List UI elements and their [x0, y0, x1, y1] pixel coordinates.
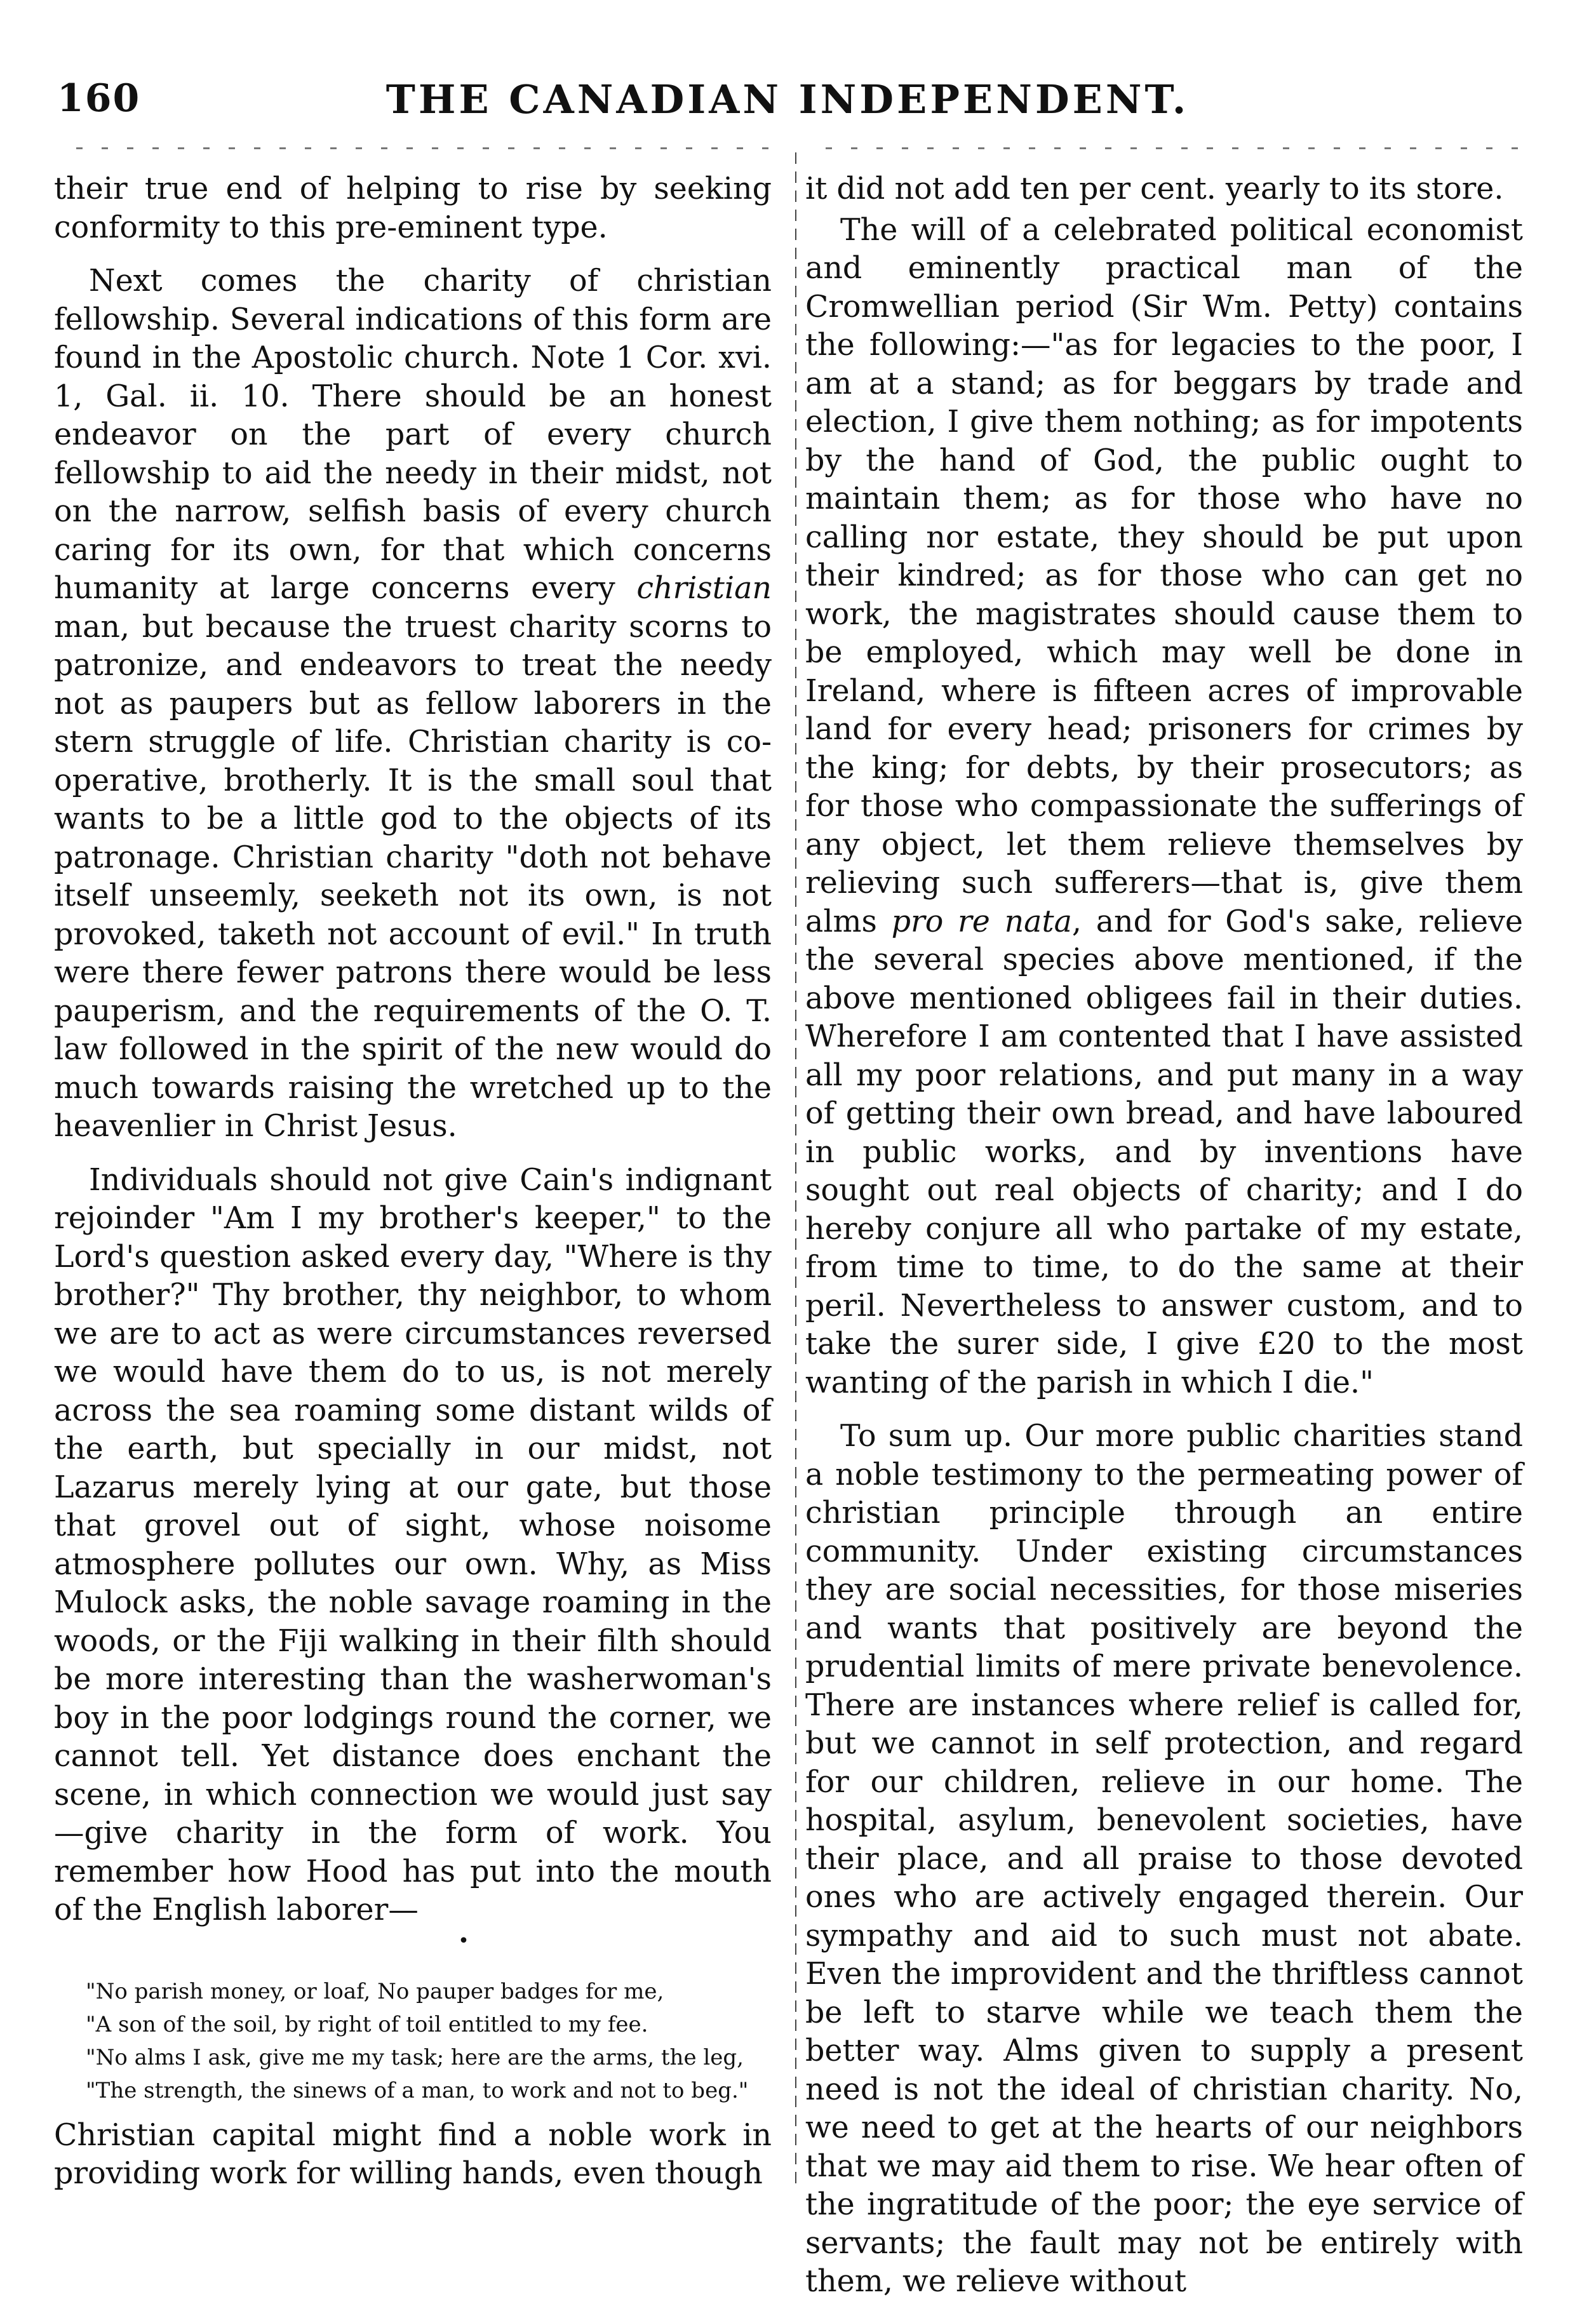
right-paragraph-2-text-b: , and for God's sake, relieve the several species above mentioned, if the above mentioned obligees fail in their duties. Wherefore I am contented that I have assisted all my poor relations, and put many in a way of getting their own bread, and have laboured in public works, and by inventions have sought out real objects of charity; and I do hereby conjure all who partake of my estate, from time to time, to do the same at their peril. Nevertheless to answer custom, and to take the surer side, I give £20 to the most wanting of the parish in which I die." [805, 904, 1524, 1400]
running-title: THE CANADIAN INDEPENDENT. [386, 76, 1190, 123]
right-paragraph-3: To sum up. Our more public charities stand a noble testimony to the permeating power of christian principle through an entire community. Under existing circumstances they are social necessities, for those miseries and wants that positively are beyond the prudential limits of mere private benevolence. There are instances where relief is called for, but we cannot in self protection, and regard for our children, relieve in our home. The hospital, asylum, benevolent societies, have their place, and all praise to those devoted ones who are actively engaged therein. Our sympathy and aid to such must not abate. Even the improvident and the thriftless cannot be left to starve while we teach them the better way. Alms given to supply a present need is not the ideal of christian charity. No, we need to get at the hearts of our neighbors that we may aid them to rise. We hear often of the ingratitude of the poor; the eye service of servants; the fault may not be entirely with them, we relieve without [805, 1419, 1523, 2299]
header-rule-left [76, 147, 775, 149]
left-paragraph-2-text-a: Next comes the charity of christian fellowship. Several indications of this form are found in the Apostolic church. Note 1 Cor. xvi. 1, Gal. ii. 10. There should be an honest endeavor on the part of every church fellowship to aid the needy in their midst, not on the narrow, selfish basis of every church caring for its own, for that which concerns humanity at large concerns every [54, 264, 772, 606]
poem-line: "No parish money, or loaf, No pauper badges for me, [86, 1978, 664, 2004]
right-paragraph-2 [805, 211, 1523, 1403]
left-paragraph-3: Individuals should not give Cain's indignant rejoinder "Am I my brother's keeper," to the Lord's question asked every day, "Where is thy brother?" Thy brother, thy neighbor, to whom we are to act as were circumstances reversed we would have them do to us, is not merely across the sea roaming some distant wilds of the earth, but specially in our midst, not Lazarus merely lying at our gate, but those that grovel out of sight, whose noisome atmosphere pollutes our own. Why, as Miss Mulock asks, the noble savage roaming in the woods, or the Fiji walking in their filth should be more interesting than the washerwoman's boy in the poor lodgings round the corner, we cannot tell. Yet distance does enchant the scene, in which connection we would just say—give charity in the form of work. You remember how Hood has put into the mouth of the English laborer— [54, 1162, 772, 1927]
page-number: 160 [57, 76, 141, 121]
poem-line: "No alms I ask, give me my task; here are the arms, the leg, [86, 2044, 744, 2070]
header-rule-right [826, 147, 1524, 149]
right-paragraph-2-emphasis: pro re nata [891, 904, 1072, 939]
left-paragraph-1: their true end of helping to rise by seeking conformity to this pre-eminent type. [54, 171, 772, 245]
left-paragraph-2-text-b: man, but because the truest charity scorns to patronize, and endeavors to treat the needy not as paupers but as fellow laborers in the stern struggle of life. Christian charity is co-operative, brotherly. It is the small soul that wants to be a little god to the objects of its patronage. Christian charity "doth not behave itself unseemly, seeketh not its own, is not provoked, taketh not account of evil." In truth were there fewer patrons there would be less pauperism, and the requirements of the O. T. law followed in the spirit of the new would do much towards raising the wretched up to the heavenlier in Christ Jesus. [54, 609, 772, 1144]
left-paragraph-4: Christian capital might find a noble work in providing work for willing hands, even though [54, 2117, 772, 2191]
poem-quotation [54, 1978, 772, 2104]
left-column [54, 170, 772, 2196]
poem-line: "A son of the soil, by right of toil entitled to my fee. [86, 2011, 648, 2037]
right-paragraph-1: it did not add ten per cent. yearly to its store. [805, 171, 1504, 206]
right-paragraph-2-text-a: The will of a celebrated political economist and eminently practical man of the Cromwellian period (Sir Wm. Petty) contains the following:—"as for legacies to the poor, I am at a stand; as for beggars by trade and election, I give them nothing; as for impotents by the hand of God, the public ought to maintain them; as for those who have no calling nor estate, they should be put upon their kindred; as for those who can get no work, the magistrates should cause them to be employed, which may well be done in Ireland, where is fifteen acres of improvable land for every head; prisoners for crimes by the king; for debts, by their prosecutors; as for those who compassionate the sufferings of any object, let them relieve themselves by relieving such sufferers—that is, give them alms [805, 212, 1523, 939]
poem-line: "The strength, the sinews of a man, to work and not to beg." [86, 2077, 749, 2103]
column-divider [795, 152, 796, 2185]
poem-bullet-mark: • [458, 1929, 469, 1952]
page-header [57, 76, 1518, 146]
left-paragraph-2 [54, 262, 772, 1146]
left-paragraph-2-emphasis: christian [636, 571, 772, 606]
right-column [805, 170, 1523, 2304]
